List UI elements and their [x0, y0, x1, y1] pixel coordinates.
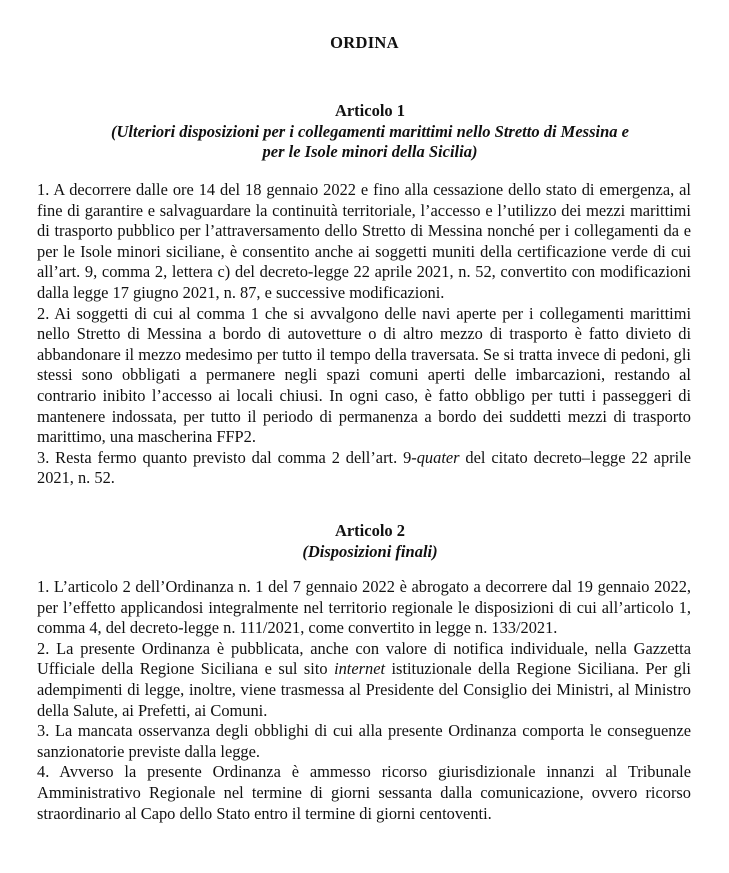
article-1-paragraph-1: 1. A decorrere dalle ore 14 del 18 gennaio 2022 e fino alla cessazione dello stato di emergenza, al fine di garantire e salvaguardare la continuità territoriale, l’accesso e l’utilizzo dei mezzi marittimi di trasporto pubblico per l’attraversamento dello Stretto di Messina nonché per i collegamenti da e per le Isole minori siciliane, è consentito anche ai soggetti muniti della certificazione verde di cui all’art. 9, comma 2, lettera c) del decreto-legge 22 aprile 2021, n. 52, convertito con modificazioni dalla legge 17 giugno 2021, n. 87, e successive modificazioni.: [37, 180, 691, 302]
article-2-body: [37, 577, 691, 824]
article-2-paragraph-2-italic: internet: [334, 659, 386, 679]
article-1-title: Articolo 1: [334, 101, 406, 120]
article-1-paragraph-3: [37, 448, 691, 489]
article-1-subtitle-line2: per le Isole minori della Sicilia): [262, 142, 478, 161]
article-2-paragraph-1: 1. L’articolo 2 dell’Ordinanza n. 1 del 7 gennaio 2022 è abrogato a decorrere dal 19 gennaio 2022, per l’effetto applicandosi integralmente nel territorio regionale le disposizioni di cui all’articolo 1, comma 4, del decreto-legge n. 111/2021, come convertito in legge n. 133/2021.: [37, 577, 691, 638]
article-2-paragraph-2-text-a: 2. La presente Ordinanza è pubblicata, anche con valore di notifica individuale, nella Gazzetta Ufficiale della Regione Siciliana e sul sito: [37, 638, 691, 679]
article-1-header: [60, 101, 680, 163]
article-2-title: Articolo 2: [334, 521, 406, 540]
article-2-paragraph-2: [37, 639, 691, 721]
article-1-paragraph-2: 2. Ai soggetti di cui al comma 1 che si avvalgono delle navi aperte per i collegamenti marittimi nello Stretto di Messina a bordo di autovetture o di altro mezzo di trasporto è fatto divieto di abbandonare il mezzo medesimo per tutto il tempo della traversata. Se si tratta invece di pedoni, gli stessi sono obbligati a permanere negli spazi comuni aperti delle imbarcazioni, restando al contrario inibito l’accesso ai locali chiusi. In ogni caso, è fatto obbligo per tutti i passeggeri di mantenere indossata, per tutto il periodo di permanenza a bordo dei suddetti mezzi di trasporto marittimo, una mascherina FFP2.: [37, 303, 691, 447]
article-2-subtitle: (Disposizioni finali): [302, 541, 438, 561]
article-2-header: [60, 521, 680, 562]
article-1-subtitle-line1: (Ulteriori disposizioni per i collegamenti marittimi nello Stretto di Messina e: [111, 121, 629, 141]
document-heading: ORDINA: [330, 33, 399, 52]
article-1-paragraph-3-text-a: 3. Resta fermo quanto previsto dal comma 2 dell’art. 9-: [37, 447, 417, 467]
article-1-paragraph-3-italic: quater: [416, 447, 460, 467]
article-2-paragraph-4: 4. Avverso la presente Ordinanza è ammesso ricorso giurisdizionale innanzi al Tribunale Amministrativo Regionale nel termine di giorni sessanta dalla comunicazione, ovvero ricorso straordinario al Capo dello Stato entro il termine di giorni centoventi.: [37, 762, 691, 823]
article-1-body: [37, 180, 691, 489]
article-1-paragraph-3-text-b: del citato decreto–legge 22 aprile 2021, n. 52.: [37, 447, 691, 488]
article-2-paragraph-2-text-b: istituzionale della Regione Siciliana. Per gli adempimenti di legge, inoltre, viene trasmessa al Presidente del Consiglio dei Ministri, al Ministro della Salute, ai Prefetti, ai Comuni.: [37, 659, 691, 720]
article-2-paragraph-3: 3. La mancata osservanza degli obblighi di cui alla presente Ordinanza comporta le conseguenze sanzionatorie previste dalla legge.: [37, 721, 691, 761]
